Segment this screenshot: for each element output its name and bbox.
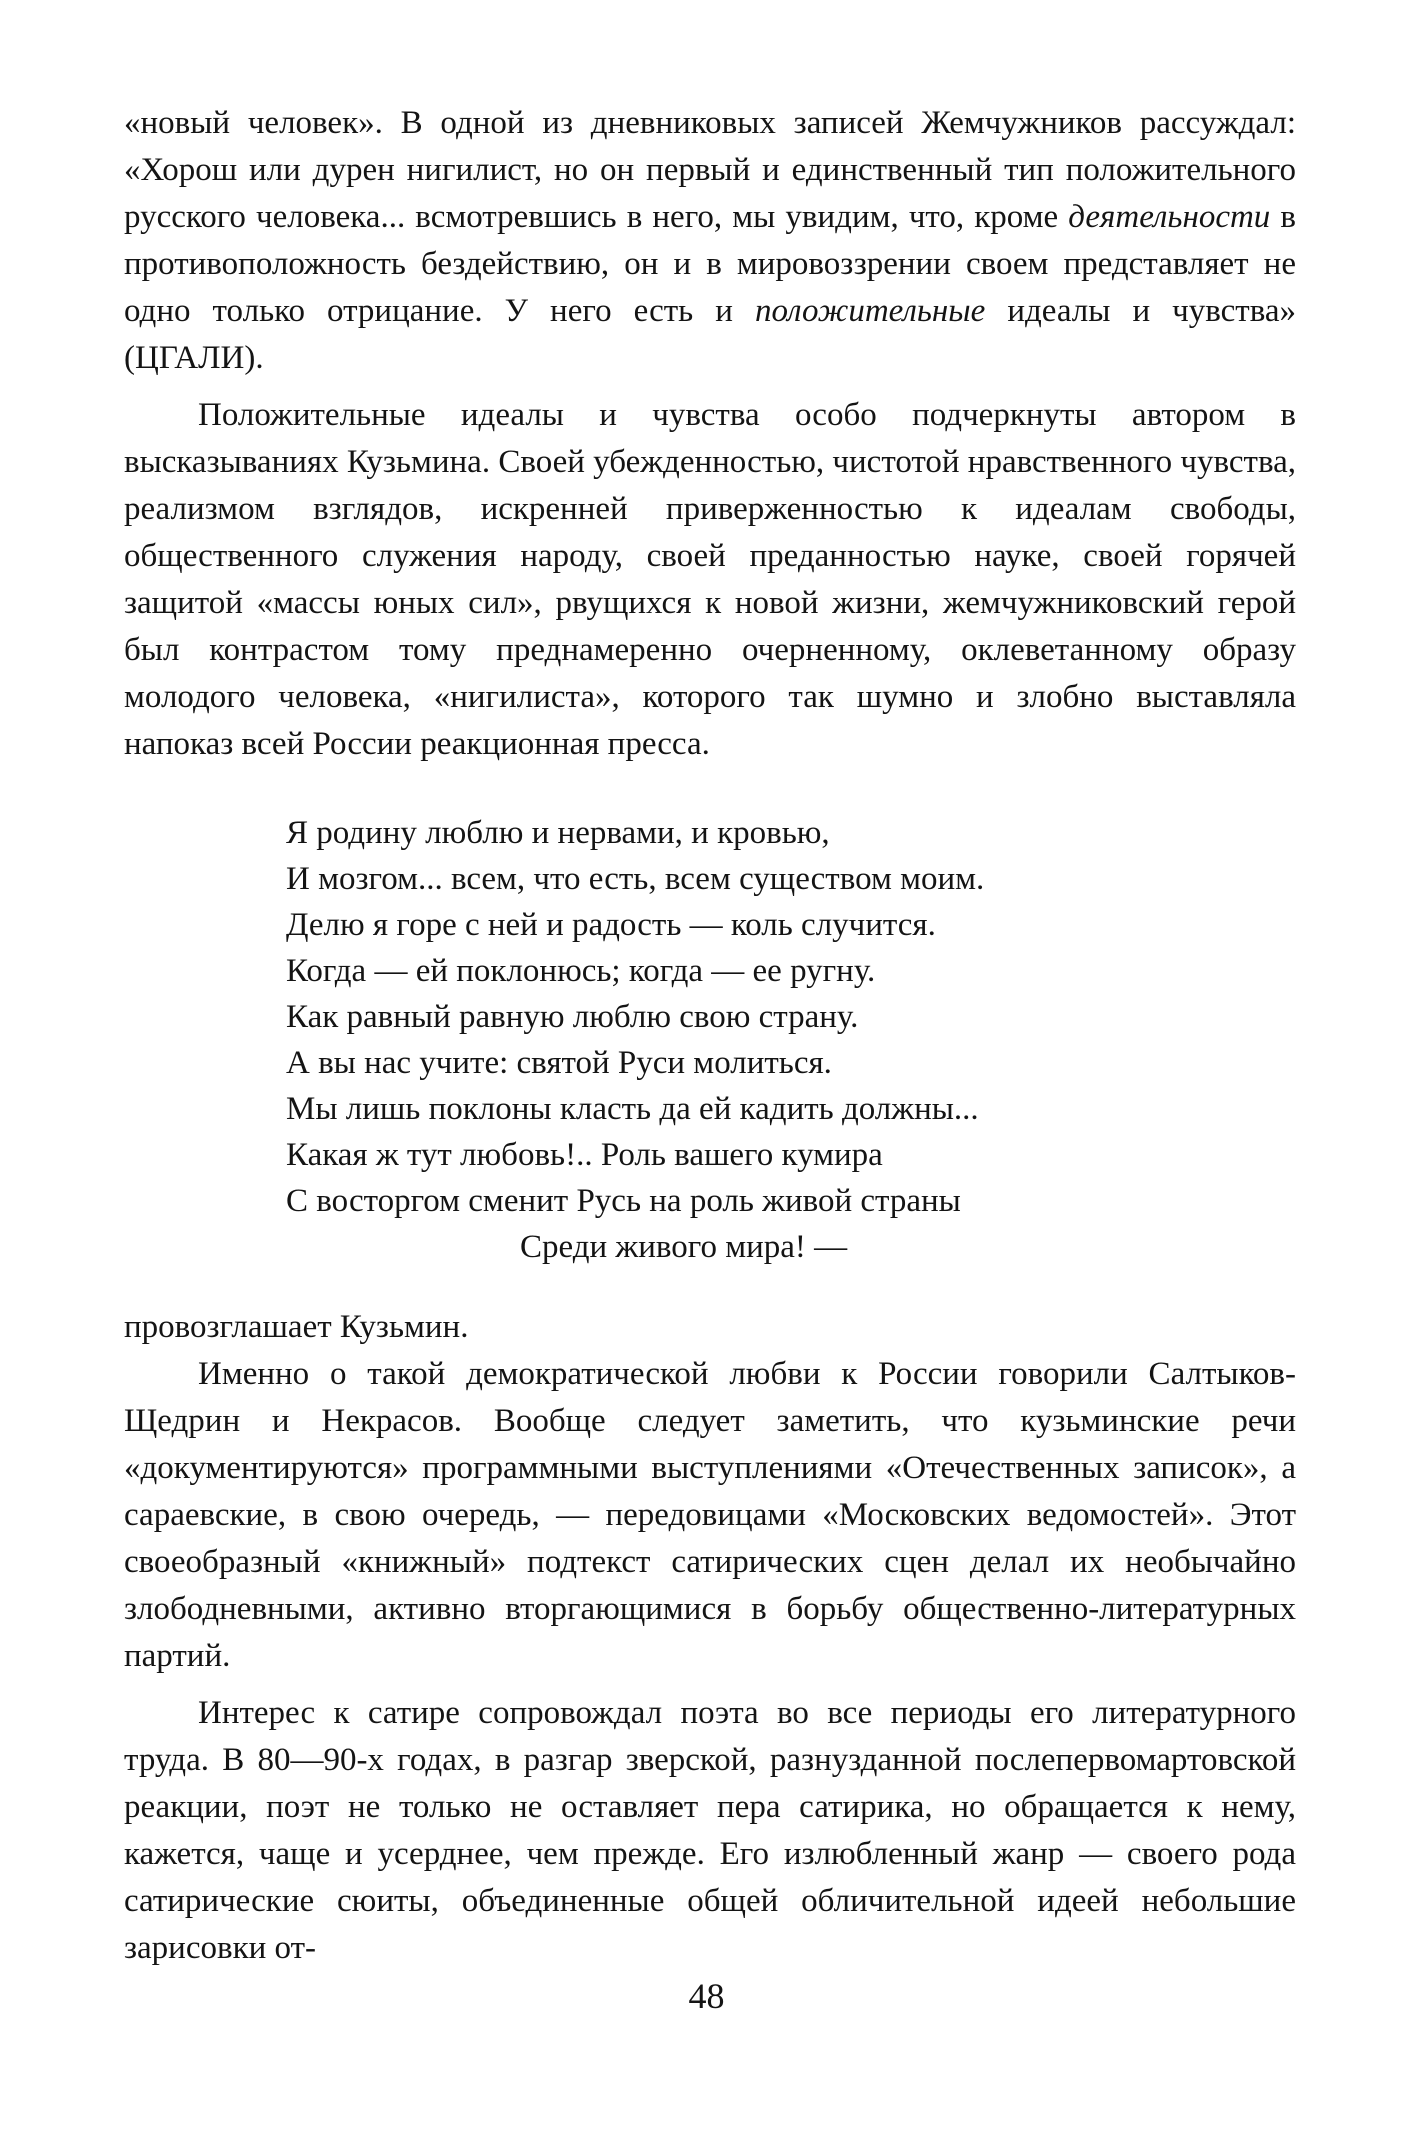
paragraph-5: Интерес к сатире сопровождал поэта во все периоды его литературного труда. В 80—90-х годах, в разгар зверской, разнузданной послепервомартовской реакции, поэт не только не оставляет пера сатирика, но обращается к нему, кажется, чаще и усерднее, чем прежде. Его излюбленный жанр — своего рода сатирические сюиты, объединенные общей обличительной идеей небольшие зарисовки от- — [124, 1695, 1296, 1966]
poem-quote — [286, 810, 1296, 1270]
paragraph-3: провозглашает Кузьмин. — [124, 1309, 469, 1345]
poem-line-final: Среди живого мира! — — [520, 1229, 848, 1265]
poem-line: Когда — ей поклонюсь; когда — ее ругну. — [286, 953, 876, 989]
poem-line: Мы лишь поклоны класть да ей кадить должны... — [286, 1091, 979, 1127]
poem-line: Я родину люблю и нервами, и кровью, — [286, 815, 830, 851]
emphasis-positive: положительные — [754, 293, 986, 329]
page-number: 48 — [688, 1976, 725, 2016]
paragraph-4: Именно о такой демократической любви к России говорили Салтыков-Щедрин и Некрасов. Вообще следует заметить, что кузьминские речи «документируются» программными выступлениями «Отечественных записок», а сараевские, в свою очередь, — передовицами «Московских ведомостей». Этот своеобразный «книжный» подтекст сатирических сцен делал их необычайно злободневными, активно вторгающимися в борьбу общественно-литературных партий. — [124, 1356, 1296, 1674]
paragraph-1-text-b: в противоположность бездействию, он и в мировоззрении своем представляет не одно только отрицание. У него есть и — [124, 199, 1296, 329]
paragraph-2: Положительные идеалы и чувства особо подчеркнуты автором в высказываниях Кузьмина. Своей убежденностью, чистотой нравственного чувства, реализмом взглядов, искренней приверженностью к идеалам свободы, общественного служения народу, своей преданностью науке, своей горячей защитой «массы юных сил», рвущихся к новой жизни, жемчужниковский герой был контрастом тому преднамеренно очерненному, оклеветанному образу молодого человека, «нигилиста», которого так шумно и злобно выставляла напоказ всей России реакционная пресса. — [124, 397, 1296, 762]
poem-line: И мозгом... всем, что есть, всем существом моим. — [286, 861, 985, 897]
emphasis-activity: деятельности — [1068, 199, 1271, 235]
poem-line: С восторгом сменит Русь на роль живой страны — [286, 1183, 961, 1219]
poem-line: Как равный равную люблю свою страну. — [286, 999, 859, 1035]
paragraph-1 — [124, 100, 1296, 382]
paragraph-1-text-c: идеалы и чувства» (ЦГАЛИ). — [124, 293, 1296, 376]
poem-line: Делю я горе с ней и радость — коль случится. — [286, 907, 936, 943]
page-body — [124, 100, 1296, 1972]
paragraph-1-text-a: «новый человек». В одной из дневниковых записей Жемчужников рассуждал: «Хорош или дурен нигилист, но он первый и единственный тип положительного русского человека... всмотревшись в него, мы увидим, что, кроме — [124, 105, 1296, 235]
poem-line: Какая ж тут любовь!.. Роль вашего кумира — [286, 1137, 883, 1173]
poem-line: А вы нас учите: святой Руси молиться. — [286, 1045, 832, 1081]
